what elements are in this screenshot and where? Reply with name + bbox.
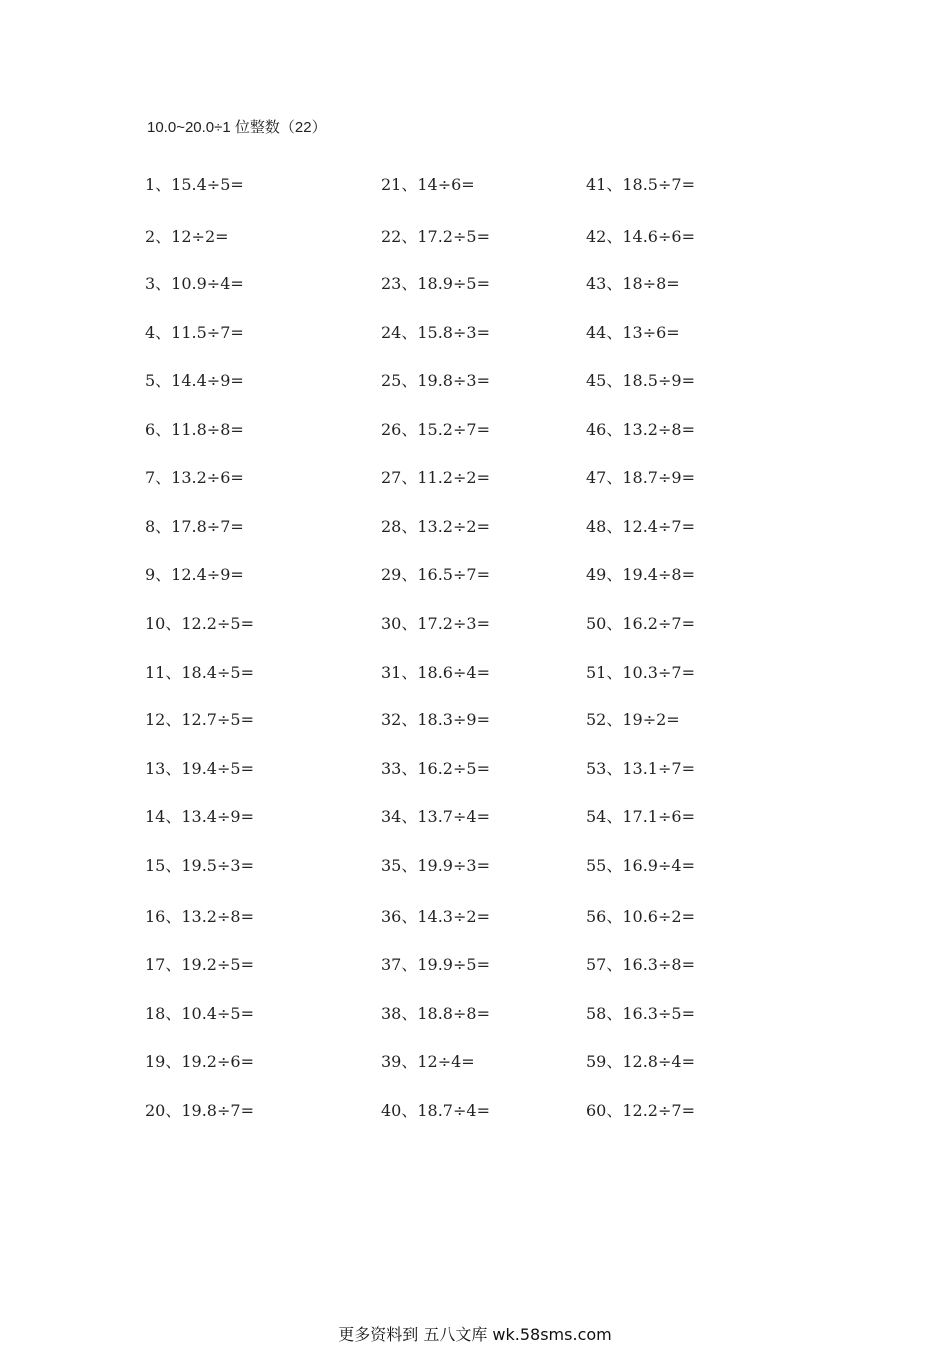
problem-item: 11、18.4÷5= [145,663,254,682]
problem-item: 18、10.4÷5= [145,1004,254,1023]
problem-item: 7、13.2÷6= [145,468,244,487]
problem-item: 34、13.7÷4= [381,807,490,826]
problem-item: 22、17.2÷5= [381,227,490,246]
problem-item: 33、16.2÷5= [381,759,490,778]
problem-item: 20、19.8÷7= [145,1101,254,1120]
problem-item: 21、14÷6= [381,175,475,194]
footer-watermark-text: 更多资料到 五八文库 wk.58sms.com [338,1325,612,1344]
problem-item: 9、12.4÷9= [145,565,244,584]
problem-item: 53、13.1÷7= [586,759,695,778]
problem-item: 47、18.7÷9= [586,468,695,487]
problem-item: 40、18.7÷4= [381,1101,490,1120]
problem-item: 13、19.4÷5= [145,759,254,778]
problem-item: 60、12.2÷7= [586,1101,695,1120]
problem-item: 35、19.9÷3= [381,856,490,875]
problem-item: 5、14.4÷9= [145,371,244,390]
problem-item: 42、14.6÷6= [586,227,695,246]
problem-item: 24、15.8÷3= [381,323,490,342]
problem-item: 55、16.9÷4= [586,856,695,875]
problem-item: 30、17.2÷3= [381,614,490,633]
problem-item: 50、16.2÷7= [586,614,695,633]
problem-item: 38、18.8÷8= [381,1004,490,1023]
problem-item: 17、19.2÷5= [145,955,254,974]
problem-item: 28、13.2÷2= [381,517,490,536]
problem-item: 52、19÷2= [586,710,680,729]
page-title: 10.0~20.0÷1 位整数（22） [147,119,327,136]
problem-item: 39、12÷4= [381,1052,475,1071]
problem-item: 48、12.4÷7= [586,517,695,536]
problem-item: 25、19.8÷3= [381,371,490,390]
problem-item: 57、16.3÷8= [586,955,695,974]
problem-item: 44、13÷6= [586,323,680,342]
problem-item: 19、19.2÷6= [145,1052,254,1071]
problem-item: 12、12.7÷5= [145,710,254,729]
problem-item: 29、16.5÷7= [381,565,490,584]
problem-item: 41、18.5÷7= [586,175,695,194]
problem-item: 16、13.2÷8= [145,907,254,926]
problem-item: 6、11.8÷8= [145,420,244,439]
problem-item: 49、19.4÷8= [586,565,695,584]
problem-item: 46、13.2÷8= [586,420,695,439]
problem-item: 59、12.8÷4= [586,1052,695,1071]
problem-item: 10、12.2÷5= [145,614,254,633]
problem-item: 32、18.3÷9= [381,710,490,729]
problem-item: 4、11.5÷7= [145,323,244,342]
problem-item: 23、18.9÷5= [381,274,490,293]
problem-item: 51、10.3÷7= [586,663,695,682]
problem-item: 56、10.6÷2= [586,907,695,926]
problem-item: 8、17.8÷7= [145,517,244,536]
problem-item: 58、16.3÷5= [586,1004,695,1023]
problem-item: 43、18÷8= [586,274,680,293]
problem-item: 45、18.5÷9= [586,371,695,390]
problem-item: 14、13.4÷9= [145,807,254,826]
problem-item: 37、19.9÷5= [381,955,490,974]
problem-item: 27、11.2÷2= [381,468,490,487]
problem-item: 36、14.3÷2= [381,907,490,926]
problem-item: 2、12÷2= [145,227,229,246]
problem-item: 3、10.9÷4= [145,274,244,293]
problem-item: 31、18.6÷4= [381,663,490,682]
problem-item: 54、17.1÷6= [586,807,695,826]
problem-item: 15、19.5÷3= [145,856,254,875]
problem-item: 1、15.4÷5= [145,175,244,194]
problem-item: 26、15.2÷7= [381,420,490,439]
